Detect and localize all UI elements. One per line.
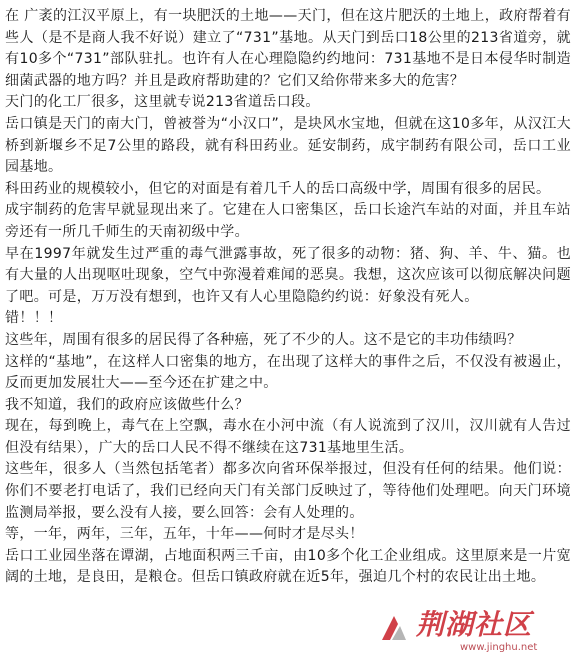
paragraph: 岳口镇是天门的南大门，曾被誉为“小汉口”，是块风水宝地，但就在这10多年，从汉江大桥到新堰乡不足7公里的路段，就有科田药业。延安制药，成宇制药有限公司，岳口工业园基地。 [5,115,571,176]
paragraph: 科田药业的规模较小，但它的对面是有着几千人的岳口高级中学，周围有很多的居民。 [5,180,551,197]
article-body [5,6,571,589]
paragraph: 我不知道，我们的政府应该做些什么？ [5,396,249,413]
paragraph: 等，一年，两年，三年，五年，十年——何时才是尽头！ [5,526,364,543]
watermark-site-name: 荆湖社区 [416,608,533,641]
paragraph: 早在1997年就发生过严重的毒气泄露事故，死了很多的动物：猪、狗、羊、牛、猫。也有大量的人出现呕吐现象，空气中弥漫着难闻的恶臭。我想，这次应该可以彻底解决问题了吧。可是，万万没有想到，也许又有人心里隐隐约约说：好象没有死人。 [5,245,571,305]
paragraph: 在 广袤的江汉平原上，有一块肥沃的土地——天门，但在这片肥沃的土地上，政府帮着有些人（是不是商人我不好说）建立了“731”基地。从天门到岳口18公里的213省道旁，就有10多个“731”部队驻扎。也许有人在心理隐隐约约地问：731基地不是日本侵华时制造细菌武器的地方吗？并且是政府帮助建的？它们又给你带来多大的危害？ [5,8,571,89]
paragraph: 错！！！ [5,310,63,327]
paragraph: 这样的“基地”，在这样人口密集的地方，在出现了这样大的事件之后，不仅没有被遏止，反而更加发展壮大——至今还在扩建之中。 [5,353,571,392]
paragraph: 这些年，很多人（当然包括笔者）都多次向省环保举报过，但没有任何的结果。他们说：你们不要老打电话了，我们已经向天门有关部门反映过了，等待他们处理吧。向天门环境监测局举报，要么没有人接，要么回答：会有人处理的。 [5,461,571,521]
site-watermark [376,606,576,658]
paragraph: 这些年，周围有很多的居民得了各种癌，死了不少的人。这不是它的丰功伟绩吗？ [5,331,522,348]
paragraph: 岳口工业园坐落在谭湖，占地面积两三千亩，由10多个化工企业组成。这里原来是一片宽阔的土地，是良田，是粮仓。但岳口镇政府就在近5年，强迫几个村的农民让出土地。 [5,547,571,586]
paragraph: 现在，每到晚上，毒气在上空飘，毒水在小河中流（有人说流到了汉川，汉川就有人告过但没有结果），广大的岳口人民不得不继续在这731基地里生活。 [5,418,571,456]
paragraph: 天门的化工厂很多，这里就专说213省道岳口段。 [5,94,320,111]
logo-icon [380,614,408,642]
paragraph: 成宇制药的危害早就显现出来了。它建在人口密集区，岳口长途汽车站的对面，并且车站旁还有一所几千师生的天南初级中学。 [5,202,571,240]
watermark-site-url: www.jinghu.net [460,642,538,653]
